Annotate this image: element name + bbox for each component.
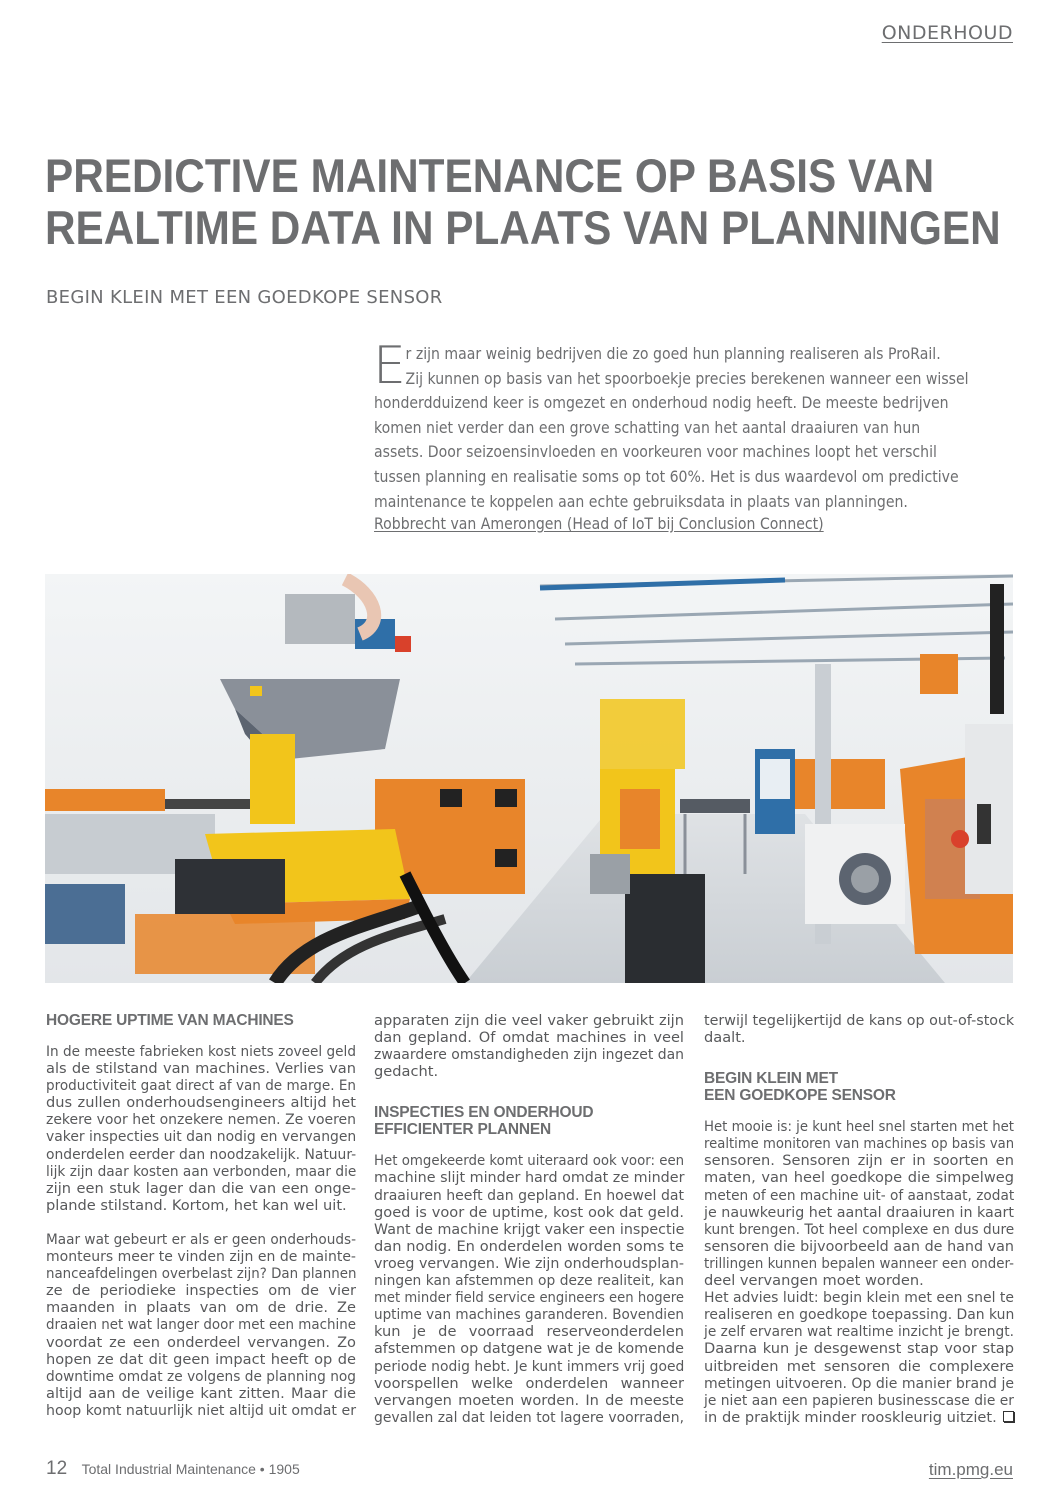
factory-photo (45, 574, 1013, 983)
text-line: zekere voor het onzekere nemen. Ze voeren (46, 1111, 356, 1129)
text-line: metingen uitvoeren. Op die manier brand je (704, 1374, 1014, 1392)
website-link[interactable]: tim.pmg.eu (928, 1460, 1013, 1479)
text-line (704, 1409, 1014, 1426)
intro-line: Zij kunnen op basis van het spoorboekje precies berekenen wanneer een wissel (405, 368, 969, 388)
last-line-text: in de praktijk minder rooskleurig uitziet. (704, 1408, 997, 1426)
text-line: plande stilstand. Kortom, het kan wel uit. (46, 1196, 347, 1214)
text-line: draaiuren heeft dan gepland. En hoewel dat (374, 1186, 684, 1204)
paragraph (46, 1231, 356, 1419)
paragraph (46, 1043, 356, 1214)
intro-paragraph (373, 336, 1014, 514)
text-line: dan gepland. Of omdat machines in veel (374, 1029, 684, 1047)
text-line: productiviteit gaat direct af van de marge. En (46, 1077, 356, 1095)
paragraph-gap (46, 1214, 356, 1231)
text-line: uptime van machines garanderen. Bovendien (374, 1306, 684, 1324)
paragraph (704, 1289, 1014, 1426)
publication-name: Total Industrial Maintenance • 1905 (81, 1461, 300, 1477)
text-line: voorspellen welke onderdelen wanneer (374, 1374, 684, 1392)
text-line: vervangen moeten worden. In de meeste (374, 1391, 684, 1409)
text-line: je nauwkeurig het aantal draaiuren in kaart (704, 1203, 1014, 1221)
text-line: In de meeste fabrieken kost niets zoveel geld (46, 1043, 356, 1060)
text-line: ningen kan afstemmen op deze realiteit, kan (374, 1272, 684, 1290)
factory-photo-illustration (45, 574, 1013, 983)
text-line: goed is voor de uptime, kost ook dat geld. (374, 1203, 684, 1221)
intro-line: komen niet verder dan een grove schatting van het aantal draaiuren van hun (374, 417, 921, 437)
column-3 (704, 1012, 1014, 1426)
text-line: afstemmen op datgene wat je de komende (374, 1340, 684, 1358)
article-title (45, 149, 1001, 254)
intro-line: honderdduizend keer is omgezet en onderhoud nodig heeft. De meeste bedrijven (374, 393, 949, 413)
text-line: sensoren die bijvoorbeeld aan de hand van (704, 1237, 1014, 1255)
heading-line: INSPECTIES EN ONDERHOUD (374, 1104, 594, 1122)
intro-line: assets. Door seizoensinvloeden en voorkeuren voor machines loopt het verschil (374, 442, 937, 462)
section-heading (704, 1070, 1014, 1104)
text-line: uitbreiden met sensoren die complexere (704, 1357, 1014, 1375)
text-line: Maar wat gebeurt er als er geen onderhouds- (46, 1230, 356, 1248)
text-line: hopen ze dat dit geen impact heeft op de (46, 1350, 356, 1368)
text-line: voordat ze een onderdeel vervangen. Zo (46, 1333, 356, 1351)
author-link[interactable]: Robbrecht van Amerongen (Head of IoT bij Conclusion Connect) (374, 514, 824, 533)
text-line: periode nodig hebt. Je kunt immers vrij goed (374, 1357, 685, 1375)
paragraph-gap (374, 1080, 684, 1104)
article-subtitle: BEGIN KLEIN MET EEN GOEDKOPE SENSOR (46, 287, 443, 308)
section-tag[interactable]: ONDERHOUD (881, 22, 1013, 44)
heading-line: BEGIN KLEIN MET (704, 1070, 838, 1088)
text-line: downtime omdat ze volgens de planning nog (46, 1367, 356, 1385)
text-line: kunt brengen. Tot heel complexe en dus dure (704, 1220, 1015, 1238)
footer-publication (46, 1458, 300, 1480)
text-line: apparaten zijn die veel vaker gebruikt zijn (374, 1012, 684, 1029)
title-line: PREDICTIVE MAINTENANCE OP BASIS VAN (45, 149, 935, 202)
section-heading (374, 1104, 684, 1138)
intro-line: tussen planning en realisatie soms op tot 60%. Het is dus waardevol om predictive (374, 466, 959, 486)
text-line: je zelf ervaren wat realtime inzicht je brengt. (704, 1323, 1014, 1341)
text-line: meten of een machine uit- of aanstaat, zodat (704, 1186, 1015, 1204)
text-line: lijk zijn daar kosten aan verbonden, maar die (46, 1162, 357, 1180)
text-line: zijn een stuk lager dan die van een onge- (46, 1179, 356, 1197)
text-line: Het advies luidt: begin klein met een snel te (704, 1289, 1014, 1307)
text-line: dus zullen onderhoudsengineers altijd het (46, 1094, 356, 1112)
text-line: als de stilstand van machines. Verlies van (46, 1060, 356, 1078)
text-line: gedacht. (374, 1063, 439, 1081)
text-line: onderdelen eerder dan noodzakelijk. Natuur- (46, 1145, 357, 1163)
text-line: Daarna kun je desgewenst stap voor stap (704, 1340, 1014, 1358)
column-2 (374, 1012, 684, 1426)
text-line: machine slijt minder hard omdat ze minder (374, 1169, 685, 1187)
text-line: vaker inspecties uit dan nodig en vervangen (46, 1128, 357, 1146)
paragraph (374, 1152, 684, 1426)
end-of-article-icon (1003, 1411, 1014, 1422)
text-line: altijd aan de veilige kant zitten. Maar die (46, 1384, 356, 1402)
text-line: Het mooie is: je kunt heel snel starten met het (704, 1118, 1014, 1136)
text-line: hoop komt natuurlijk niet altijd uit omdat er (46, 1401, 356, 1419)
text-line: je niet aan een papieren businesscase die er (704, 1391, 1014, 1409)
text-line: met minder field service engineers een hogere (374, 1289, 684, 1307)
heading-line: EEN GOEDKOPE SENSOR (704, 1087, 896, 1105)
intro-line: maintenance te koppelen aan echte gebruiksdata in plaats van planningen. (374, 491, 908, 511)
text-line: sensoren. Sensoren zijn er in soorten en (704, 1152, 1014, 1170)
text-line: nanceafdelingen overbelast zijn? Dan plannen (46, 1265, 357, 1283)
text-line: maanden in plaats van om de drie. Ze (46, 1299, 356, 1317)
text-line: dan nodig. En onderdelen worden soms te (374, 1237, 684, 1255)
text-line: gevallen zal dat leiden tot lagere voorraden, (374, 1408, 684, 1426)
text-line: Het omgekeerde komt uiteraard ook voor: een (374, 1152, 685, 1170)
text-line: terwijl tegelijkertijd de kans op out-of-stock (704, 1012, 1015, 1029)
text-line: vroeg vervangen. Wie zijn onderhoudsplan- (374, 1254, 685, 1272)
heading-line: EFFICIENTER PLANNEN (374, 1121, 552, 1139)
text-line: Want de machine krijgt vaker een inspectie (374, 1220, 685, 1238)
text-line: maten, van heel goedkope die simpelweg (704, 1169, 1014, 1187)
drop-cap: E (373, 336, 406, 396)
intro-line: r zijn maar weinig bedrijven die zo goed hun planning realiseren als ProRail. (405, 344, 941, 363)
text-line: ze de periodieke inspecties om de vier (46, 1282, 356, 1300)
paragraph (704, 1118, 1014, 1289)
text-line: zwaardere omstandigheden zijn ingezet dan (374, 1046, 685, 1064)
paragraph (374, 1012, 684, 1080)
text-line: daalt. (704, 1029, 746, 1047)
text-line: deel vervangen moet worden. (704, 1272, 924, 1290)
text-line: draaien net wat langer door met een machine (46, 1316, 356, 1334)
text-line: realtime monitoren van machines op basis van (704, 1135, 1015, 1153)
column-1 (46, 1012, 356, 1419)
section-heading: HOGERE UPTIME VAN MACHINES (46, 1012, 294, 1029)
text-line: realiseren en goedkope toepassing. Dan kun (704, 1306, 1015, 1324)
text-line: kun je de voorraad reserveonderdelen (374, 1323, 684, 1341)
title-line: REALTIME DATA IN PLAATS VAN PLANNINGEN (45, 201, 1001, 254)
text-line: trillingen kunnen bepalen wanneer een onder- (704, 1254, 1014, 1272)
page-number: 12 (46, 1458, 68, 1479)
paragraph (704, 1012, 1014, 1046)
paragraph-gap (704, 1046, 1014, 1070)
text-line: monteurs meer te vinden zijn en de mainte- (46, 1248, 356, 1266)
